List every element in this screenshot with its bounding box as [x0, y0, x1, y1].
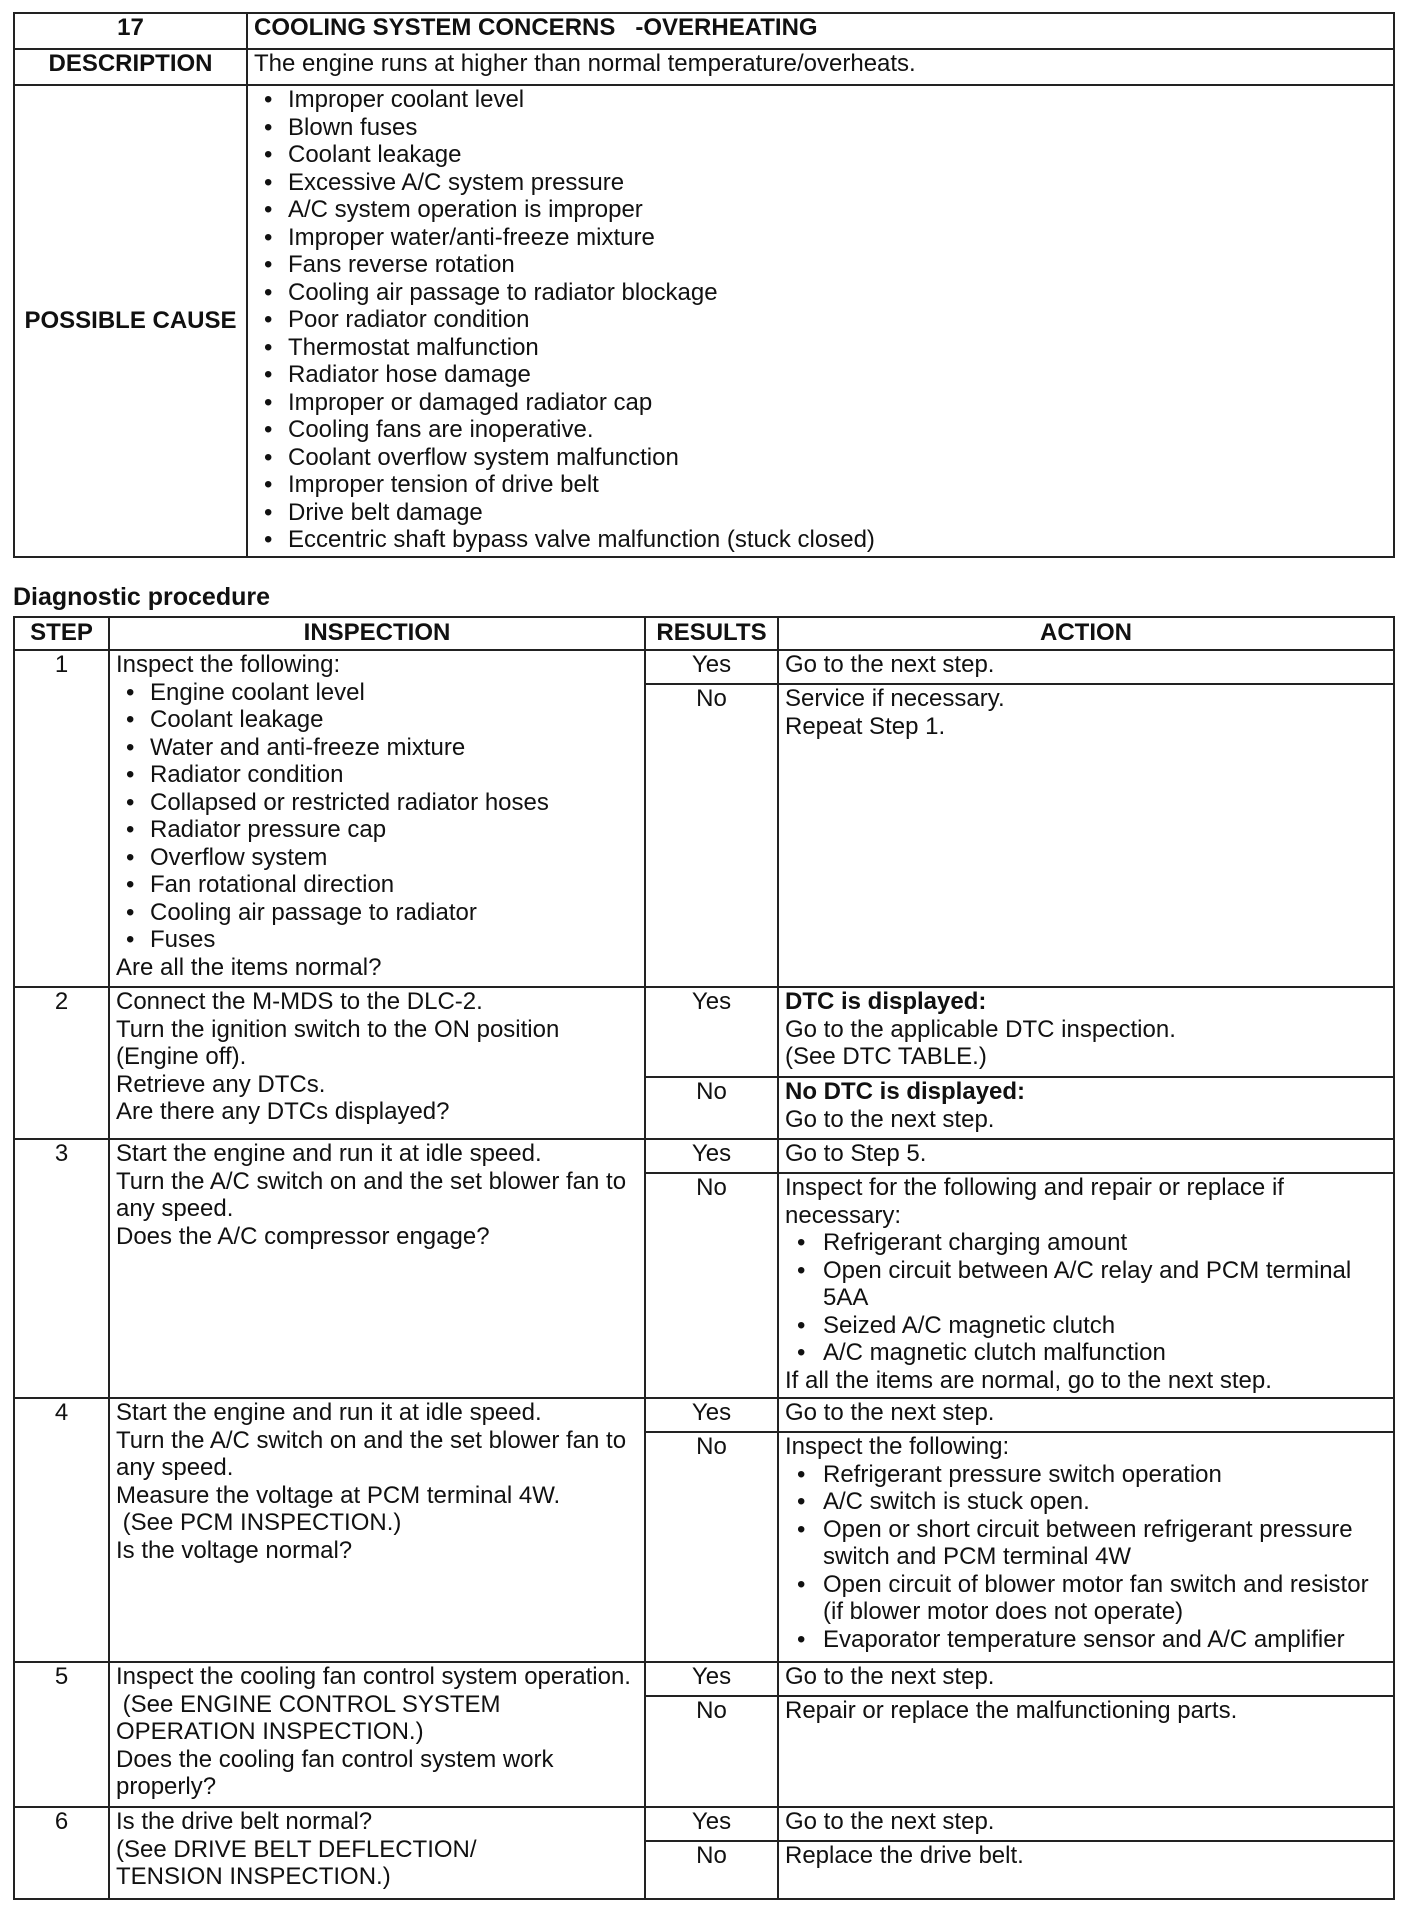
action-yes: Go to the next step.	[778, 1662, 1394, 1696]
step-inspection	[109, 987, 645, 1139]
list-item: • Radiator condition	[116, 761, 638, 789]
action-text: Repeat Step 1.	[785, 712, 946, 740]
inspection-text: (See PCM INSPECTION.)	[116, 1509, 402, 1536]
inspection-text: Start the engine and run it at idle speed.	[116, 1140, 542, 1167]
list-item: • Engine coolant level	[116, 679, 638, 707]
description-label: DESCRIPTION	[14, 49, 247, 85]
possible-cause-cell	[247, 85, 1394, 557]
action-title: No DTC is displayed:	[785, 1078, 1026, 1105]
list-item: • Cooling air passage to radiator	[116, 899, 638, 927]
list-item: • A/C switch is stuck open.	[785, 1488, 1387, 1516]
list-item: • Refrigerant charging amount	[785, 1229, 1387, 1257]
cause-item: • Improper tension of drive belt	[254, 471, 1387, 499]
header-inspection: INSPECTION	[109, 617, 645, 650]
action-no: Replace the drive belt.	[778, 1841, 1394, 1899]
list-item: • Coolant leakage	[116, 706, 638, 734]
action-no	[778, 1432, 1394, 1662]
inspection-text: Start the engine and run it at idle speed.	[116, 1399, 542, 1426]
inspection-text: Connect the M-MDS to the DLC-2.	[116, 988, 483, 1015]
action-no	[778, 684, 1394, 987]
cause-item: • Poor radiator condition	[254, 306, 1387, 334]
action-list	[785, 1229, 1387, 1367]
cause-item: • Thermostat malfunction	[254, 334, 1387, 362]
result-yes: Yes	[645, 650, 778, 684]
table-row	[14, 650, 1394, 684]
action-text: Service if necessary.	[785, 685, 1005, 712]
action-yes	[778, 987, 1394, 1077]
description-text: The engine runs at higher than normal temperature/overheats.	[247, 49, 1394, 85]
possible-cause-label: POSSIBLE CAUSE	[14, 85, 247, 557]
step-number: 1	[14, 650, 109, 987]
cause-item: • Drive belt damage	[254, 499, 1387, 527]
step-number: 4	[14, 1398, 109, 1662]
list-item: • Refrigerant pressure switch operation	[785, 1461, 1387, 1489]
concern-table	[13, 12, 1395, 558]
result-no: No	[645, 1841, 778, 1899]
result-yes: Yes	[645, 1807, 778, 1841]
concern-number: 17	[14, 13, 247, 49]
result-yes: Yes	[645, 987, 778, 1077]
result-no: No	[645, 1173, 778, 1398]
cause-item: • Improper water/anti-freeze mixture	[254, 224, 1387, 252]
table-row	[14, 987, 1394, 1077]
list-item: • Overflow system	[116, 844, 638, 872]
inspection-text: (See DRIVE BELT DEFLECTION/ TENSION INSPECTION.)	[116, 1835, 477, 1890]
step-inspection	[109, 1139, 645, 1398]
cause-item: • Cooling air passage to radiator blockage	[254, 279, 1387, 307]
inspection-text: Are there any DTCs displayed?	[116, 1098, 450, 1125]
table-row	[14, 1139, 1394, 1173]
inspection-text: (See ENGINE CONTROL SYSTEM OPERATION INSPECTION.)	[116, 1690, 508, 1745]
action-text: Go to the next step.	[785, 1105, 995, 1133]
cause-item: • Cooling fans are inoperative.	[254, 416, 1387, 444]
action-list	[785, 1461, 1387, 1654]
inspection-text: Is the voltage normal?	[116, 1536, 353, 1564]
result-yes: Yes	[645, 1662, 778, 1696]
action-title: DTC is displayed:	[785, 988, 987, 1015]
cause-item: • Eccentric shaft bypass valve malfunction (stuck closed)	[254, 526, 1387, 554]
result-yes: Yes	[645, 1139, 778, 1173]
header-step: STEP	[14, 617, 109, 650]
inspection-text: Measure the voltage at PCM terminal 4W.	[116, 1481, 561, 1509]
action-yes: Go to Step 5.	[778, 1139, 1394, 1173]
action-yes: Go to the next step.	[778, 650, 1394, 684]
cause-item: • Improper coolant level	[254, 86, 1387, 114]
list-item: • Open circuit of blower motor fan switch and resistor (if blower motor does not operate)	[785, 1571, 1387, 1626]
inspection-text: Inspect the cooling fan control system operation.	[116, 1663, 631, 1690]
action-text: If all the items are normal, go to the next step.	[785, 1366, 1272, 1394]
cause-item: • Fans reverse rotation	[254, 251, 1387, 279]
list-item: • Open circuit between A/C relay and PCM terminal 5AA	[785, 1257, 1387, 1312]
inspection-text: Turn the A/C switch on and the set blower fan to any speed.	[116, 1167, 627, 1222]
action-no	[778, 1173, 1394, 1398]
step-number: 2	[14, 987, 109, 1139]
step-inspection	[109, 1662, 645, 1807]
action-no	[778, 1077, 1394, 1139]
inspection-text: Is the drive belt normal?	[116, 1808, 373, 1835]
cause-item: • A/C system operation is improper	[254, 196, 1387, 224]
list-item: • Fuses	[116, 926, 638, 954]
list-item: • Water and anti-freeze mixture	[116, 734, 638, 762]
header-action: ACTION	[778, 617, 1394, 650]
cause-list	[254, 86, 1387, 554]
result-no: No	[645, 1432, 778, 1662]
table-header-row	[14, 617, 1394, 650]
cause-item: • Blown fuses	[254, 114, 1387, 142]
cause-item: • Excessive A/C system pressure	[254, 169, 1387, 197]
list-item: • A/C magnetic clutch malfunction	[785, 1339, 1387, 1367]
step-number: 3	[14, 1139, 109, 1398]
inspection-text: Retrieve any DTCs.	[116, 1070, 326, 1098]
cause-item: • Coolant overflow system malfunction	[254, 444, 1387, 472]
list-item: • Seized A/C magnetic clutch	[785, 1312, 1387, 1340]
cause-item: • Radiator hose damage	[254, 361, 1387, 389]
table-row	[14, 1662, 1394, 1696]
result-yes: Yes	[645, 1398, 778, 1432]
step-inspection	[109, 650, 645, 987]
list-item: • Fan rotational direction	[116, 871, 638, 899]
cause-item: • Coolant leakage	[254, 141, 1387, 169]
concern-title: COOLING SYSTEM CONCERNS -OVERHEATING	[247, 13, 1394, 49]
diagnostic-heading: Diagnostic procedure	[13, 583, 270, 611]
inspection-text: Does the cooling fan control system work properly?	[116, 1745, 554, 1800]
action-text: Inspect for the following and repair or replace if necessary:	[785, 1174, 1284, 1229]
step-number: 6	[14, 1807, 109, 1899]
action-text: Inspect the following:	[785, 1433, 1010, 1460]
result-no: No	[645, 1696, 778, 1807]
inspection-text: Are all the items normal?	[116, 953, 382, 981]
result-no: No	[645, 684, 778, 987]
inspection-text: Turn the ignition switch to the ON position (Engine off).	[116, 1015, 560, 1070]
action-text: Go to the applicable DTC inspection.	[785, 1015, 1176, 1043]
step-number: 5	[14, 1662, 109, 1807]
step-inspection	[109, 1807, 645, 1899]
step-inspection	[109, 1398, 645, 1662]
diagnostic-table	[13, 616, 1395, 1900]
inspection-text: Inspect the following:	[116, 651, 341, 678]
inspection-text: Turn the A/C switch on and the set blower fan to any speed.	[116, 1426, 627, 1481]
list-item: • Radiator pressure cap	[116, 816, 638, 844]
list-item: • Collapsed or restricted radiator hoses	[116, 789, 638, 817]
header-results: RESULTS	[645, 617, 778, 650]
action-text: (See DTC TABLE.)	[785, 1043, 987, 1070]
table-row	[14, 1807, 1394, 1841]
action-yes: Go to the next step.	[778, 1398, 1394, 1432]
action-yes: Go to the next step.	[778, 1807, 1394, 1841]
action-no: Repair or replace the malfunctioning parts.	[778, 1696, 1394, 1807]
list-item: • Evaporator temperature sensor and A/C amplifier	[785, 1626, 1387, 1654]
result-no: No	[645, 1077, 778, 1139]
inspection-text: Does the A/C compressor engage?	[116, 1222, 490, 1250]
list-item: • Open or short circuit between refrigerant pressure switch and PCM terminal 4W	[785, 1516, 1387, 1571]
cause-item: • Improper or damaged radiator cap	[254, 389, 1387, 417]
inspection-list	[116, 679, 638, 954]
table-row	[14, 1398, 1394, 1432]
